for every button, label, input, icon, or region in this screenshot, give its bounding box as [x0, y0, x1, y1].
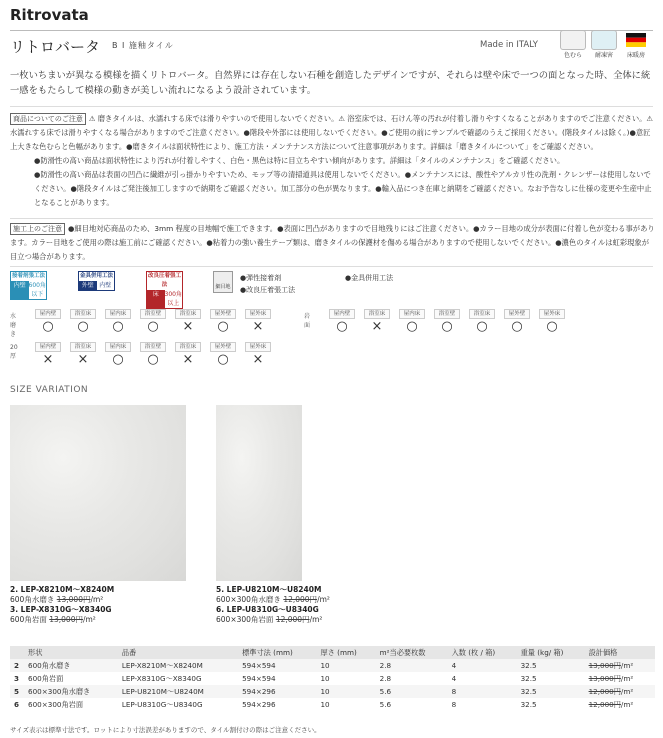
- table-row: 2 600角水磨き LEP-X8210M～X8240M 594×594 10 2.8 4 32.5 13,000円/m²: [10, 659, 655, 672]
- usage-header: 屋内床: [105, 342, 131, 352]
- col-price: 設計価格: [588, 647, 618, 657]
- usage-cell: [35, 309, 61, 335]
- product-notes: [10, 112, 656, 210]
- usage-row-label: 20厚: [10, 344, 18, 360]
- caption-2: 2. LEP-X8210M～X8240M 600角水磨き 13,000円/m² 3. LEP-X8310G～X8340G 600角岩面 13,000円/m²: [10, 585, 115, 624]
- usage-cell: [364, 309, 390, 335]
- legend-compression: ●改良圧着張工法: [240, 286, 296, 294]
- header-divider: [10, 30, 653, 31]
- usage-header: 浴室床: [175, 342, 201, 352]
- usage-row-label: 岩面: [304, 313, 311, 329]
- divider: [10, 218, 653, 219]
- usage-header: 屋内壁: [35, 342, 61, 352]
- usage-cell: [210, 309, 236, 335]
- notes-line-2: ●防滑性の高い商品は面状特性により汚れが付着しやすく、白色・黒色は特に目立ちやすい傾向があります。詳細は「タイルのメンテナンス」をご確認ください。: [34, 156, 565, 165]
- usage-mark: ○: [147, 319, 159, 334]
- size-variation-heading: SIZE VARIATION: [10, 385, 89, 395]
- usage-header: 屋外床: [539, 309, 565, 319]
- product-title: リトロバータ: [10, 38, 101, 56]
- usage-header: 浴室床: [364, 309, 390, 319]
- intro-text: 一枚いちまいが異なる模様を描くリトロバータ。自然界には存在しない石種を創造したデザインですが、それらは壁や床で一つの面となった時、全体に統一感をもたらして模様の動きが美しい流れになるよう設計されています。: [10, 70, 651, 96]
- usage-mark: ○: [546, 319, 558, 334]
- usage-header: 浴室壁: [434, 309, 460, 319]
- tile-image-600x300: [216, 405, 302, 581]
- spec-table: [10, 646, 655, 711]
- usage-mark: ×: [42, 352, 54, 367]
- table-row: 5 600×300角水磨き LEP-U8210M～U8240M 594×296 10 5.6 8 32.5 12,000円/m²: [10, 685, 655, 698]
- product-subtitle: B I 施釉タイル: [112, 41, 174, 50]
- table-header-row: [10, 646, 655, 659]
- usage-cell: [245, 342, 271, 368]
- usage-header: 浴室壁: [140, 342, 166, 352]
- usage-header: 浴室床: [175, 309, 201, 319]
- brand-name: Ritrovata: [10, 6, 89, 24]
- usage-mark: ○: [217, 319, 229, 334]
- adhesive-method-badge: 接着剤張工法 内壁 600角以下: [11, 273, 46, 298]
- usage-header: 屋外壁: [504, 309, 530, 319]
- usage-mark: ○: [441, 319, 453, 334]
- usage-cell: [245, 309, 271, 335]
- col-shape: 形状: [28, 647, 43, 657]
- usage-header: 浴室床: [469, 309, 495, 319]
- usage-mark: ○: [77, 319, 89, 334]
- frost-resistant-badge: 耐凍害: [589, 30, 619, 59]
- usage-mark: ○: [112, 319, 124, 334]
- legend-metal: ●金具併用工法: [345, 274, 394, 282]
- col-weight: 重量 (kg/ 箱): [520, 647, 564, 657]
- usage-cell: [140, 309, 166, 335]
- usage-header: 浴室壁: [140, 309, 166, 319]
- usage-header: 屋外壁: [210, 342, 236, 352]
- usage-cell: [175, 309, 201, 335]
- usage-mark: ○: [336, 319, 348, 334]
- color-variation-icon: [560, 30, 586, 50]
- usage-header: 屋内床: [105, 309, 131, 319]
- col-thickness: 厚さ (mm): [320, 647, 357, 657]
- notes-tag: 商品についてのご注意: [10, 113, 86, 125]
- usage-cell: [434, 309, 460, 335]
- compression-method-badge: 改良圧着張工法 床 300角以上: [147, 273, 182, 307]
- usage-cell: [70, 342, 96, 368]
- usage-cell: [35, 342, 61, 368]
- usage-mark: ×: [182, 319, 194, 334]
- usage-cell: [70, 309, 96, 335]
- usage-mark: ○: [476, 319, 488, 334]
- install-tag: 施工上のご注意: [10, 223, 65, 235]
- usage-cell: [175, 342, 201, 368]
- metal-method-badge: 金具併用工法 外壁 内壁: [79, 273, 113, 289]
- usage-header: 屋内壁: [35, 309, 61, 319]
- divider: [10, 106, 653, 107]
- usage-mark: ×: [77, 352, 89, 367]
- usage-mark: ○: [406, 319, 418, 334]
- usage-cell: [329, 309, 355, 335]
- col-per-m2: m²当必要枚数: [379, 647, 426, 657]
- origin-label: Made in ITALY: [480, 40, 538, 50]
- floor-heating-badge: 床暖房: [621, 30, 651, 59]
- table-row: 6 600×300角岩面 LEP-U8310G～U8340G 594×296 10 5.6 8 32.5 12,000円/m²: [14, 699, 634, 709]
- usage-cell: [105, 309, 131, 335]
- tile-image-600: [10, 405, 186, 581]
- col-size: 標準寸法 (mm): [242, 647, 293, 657]
- fine-joint-icon: 細目地: [213, 271, 233, 293]
- frost-resistant-icon: [591, 30, 617, 50]
- usage-cell: [210, 342, 236, 368]
- footer-note: サイズ表示は標準寸法です。ロットにより寸法誤差がありますので、タイル割付けの際はご注意ください。: [10, 726, 321, 734]
- usage-mark: ×: [252, 319, 264, 334]
- usage-mark: ○: [147, 352, 159, 367]
- usage-header: 屋外床: [245, 342, 271, 352]
- usage-header: 屋内床: [399, 309, 425, 319]
- usage-cell: [105, 342, 131, 368]
- usage-mark: ×: [182, 352, 194, 367]
- col-qty: 入数 (枚 / 箱): [451, 647, 496, 657]
- usage-mark: ○: [217, 352, 229, 367]
- notes-line-1: ⚠ 磨きタイルは、水濡れする床では滑りやすいので使用しないでください。⚠ 浴室床では、石けん等の汚れが付着し滑りやすくなることがありますのでご注意ください。⚠ 水濡れする床では滑りやすくなる場合がありますのでご注意ください。●階段や外部には使用しないでください。●ご使用の前にサンプルで確認のうえご採用ください。(階段タイルは除く。)●意匠上大きな色むらと色幅があります。●磨きタイルは面状特性により、施工方法・メンテナンス方法について注意事項があります。詳細は「磨きタイルについて」をご確認ください。: [10, 114, 653, 151]
- usage-mark: ×: [252, 352, 264, 367]
- usage-mark: ○: [112, 352, 124, 367]
- usage-row-label: 水磨き: [10, 313, 17, 338]
- usage-cell: [539, 309, 565, 335]
- table-row: 3 600角岩面 LEP-X8310G～X8340G 594×594 10 2.8 4 32.5 13,000円/m²: [14, 673, 634, 683]
- usage-cell: [469, 309, 495, 335]
- usage-mark: ○: [42, 319, 54, 334]
- color-variation-badge: 色むら: [558, 30, 588, 59]
- usage-cell: [504, 309, 530, 335]
- usage-header: 屋外床: [245, 309, 271, 319]
- col-code: 品番: [121, 647, 137, 657]
- legend-elastic-adhesive: ●弾性接着剤: [240, 274, 282, 282]
- german-flag-icon: [626, 33, 646, 47]
- notes-line-3: ●防滑性の高い商品は表面の凹凸に繊維が引っ掛かりやすいため、モップ等の清掃道具は使用しないでください。●メンテナンスには、酸性やアルカリ性の洗剤・クレンザーは使用しないでください。●階段タイルはご発注後加工しますので納期をご確認ください。加工部分の色が異なります。●輸入品につき在庫と納期をご確認ください。なお予告なしに仕様の変更や生産中止となることがあります。: [34, 170, 652, 207]
- install-text: ●細目地対応商品のため、3mm 程度の目地幅で施工できます。●表面に凹凸がありますので目地残りにはご注意ください。●カラー目地の成分が表面に付着し色が変わる事があります。カラー目地をご使用の際は施工前にご確認ください。●粘着力の強い養生テープ類は、磨きタイルの保護材を傷める場合がありますので使用しないでください。●濃色のタイルは虹彩現象が目立つ場合があります。: [10, 224, 655, 261]
- usage-header: 浴室床: [70, 309, 96, 319]
- divider: [10, 266, 653, 267]
- usage-cell: [399, 309, 425, 335]
- caption-5: 5. LEP-U8210M～U8240M 600×300角水磨き 12,000円/m² 6. LEP-U8310G～U8340G 600×300角岩面 12,000円/m²: [216, 585, 330, 624]
- usage-mark: ○: [511, 319, 523, 334]
- usage-header: 浴室床: [70, 342, 96, 352]
- usage-header: 屋外壁: [210, 309, 236, 319]
- install-notes: [10, 222, 656, 264]
- usage-mark: ×: [371, 319, 383, 334]
- usage-cell: [140, 342, 166, 368]
- spec-table-wrap: [10, 646, 655, 711]
- usage-header: 屋内壁: [329, 309, 355, 319]
